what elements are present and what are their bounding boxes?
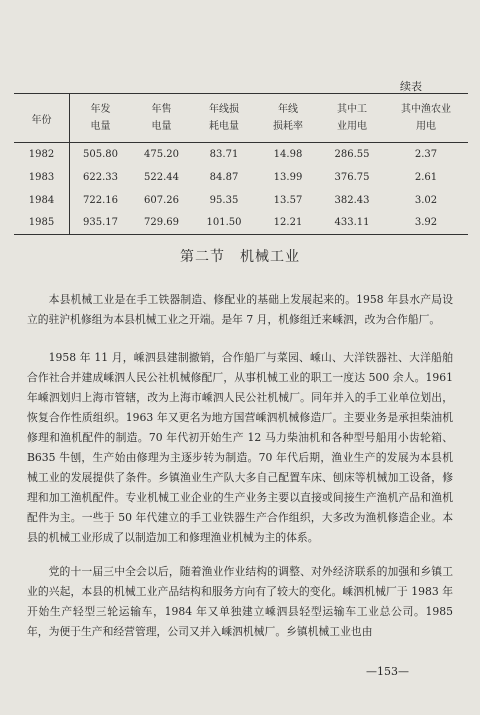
cell-value: 522.44 (144, 171, 179, 183)
cell-year: 1985 (28, 217, 55, 229)
cell-value: 95.35 (209, 194, 239, 206)
cell-value: 505.80 (70, 143, 132, 166)
table-row (14, 189, 468, 212)
cell-value: 3.92 (414, 217, 438, 229)
cell-value: 622.33 (70, 166, 132, 189)
cell-value: 722.16 (70, 189, 132, 212)
header-sold: 年售 电量 (151, 104, 172, 132)
table-row (14, 212, 468, 235)
header-year: 年份 (31, 114, 52, 126)
table-row (14, 143, 468, 166)
cell-value: 2.61 (414, 171, 438, 183)
section-title: 第二节 机械工业 (180, 249, 300, 265)
cell-year: 1982 (28, 148, 55, 160)
cell-value: 376.75 (334, 171, 370, 183)
cell-year: 1983 (28, 171, 55, 183)
cell-value: 475.20 (144, 148, 179, 160)
cell-value: 2.37 (414, 148, 438, 160)
cell-value: 382.43 (334, 194, 370, 206)
cell-value: 3.02 (414, 194, 438, 206)
paragraph: 党的十一届三中全会以后，随着渔业作业结构的调整、对外经济联系的加强和乡镇工业的兴起，本县的机械工业产品结构和服务方向有了较大的变化。嵊泗机械厂于 1983 年开始生产轻型三轮运输车，1984 年又单独建立嵊泗县轻型运输车工业总公司。1985 年，为便于生产和经营管理，公司又并入嵊泗机械厂。乡镇机械工业也由 (27, 565, 453, 638)
header-loss-rate: 年线 损耗率 (273, 104, 303, 132)
header-generated: 年发 电量 (70, 94, 132, 143)
cell-value: 13.57 (273, 194, 303, 206)
cell-value: 83.71 (209, 148, 239, 160)
table-header-row (14, 94, 468, 143)
table-row (14, 166, 468, 189)
header-industrial: 其中工 业用电 (337, 104, 367, 132)
cell-value: 607.26 (144, 194, 179, 206)
continued-label: 续表 (400, 80, 422, 93)
cell-value: 12.21 (273, 217, 303, 229)
cell-value: 935.17 (70, 212, 132, 235)
page-number: —153— (366, 665, 409, 678)
cell-year: 1984 (28, 194, 55, 206)
cell-value: 14.98 (273, 148, 303, 160)
paragraph: 本县机械工业是在手工铁器制造、修配业的基础上发展起来的。1958 年县水产局设立的驻沪机修组为本县机械工业之开端。是年 7 月，机修组迁来嵊泗，改为合作船厂。 (27, 293, 453, 326)
header-agri: 其中渔农业 用电 (401, 104, 451, 132)
cell-value: 433.11 (334, 217, 370, 229)
cell-value: 84.87 (209, 171, 239, 183)
cell-value: 729.69 (144, 217, 179, 229)
cell-value: 101.50 (206, 217, 242, 229)
header-line-loss: 年线损 耗电量 (209, 104, 239, 132)
electricity-table (14, 93, 468, 235)
paragraph: 1958 年 11 月，嵊泗县建制撤销，合作船厂与菜园、嵊山、大洋铁器社、大洋船舶合作社合并建成嵊泗人民公社机械修配厂，从事机械工业的职工一度达 500 余人。1961 年嵊泗划归上海市管辖，改为上海市嵊泗人民公社机械厂。同年并入的手工业单位划出，恢复合作性质组织。1963 年又更名为地方国营嵊泗机械修造厂。主要业务是承担柴油机修理和渔机配件的制造。70 年代初开始生产 12 马力柴油机和各种型号船用小齿轮箱、B635 牛刨，生产始由修理为主逐步转为制造。70 年代后期，渔业生产的发展为本县机械工业的发展提供了条件。乡镇渔业生产队大多自己配置车床、刨床等机械加工设备，修理和加工渔机配件。专业机械工业企业的生产业务主要以直接或间接生产渔机产品和渔机配件为主。一些于 50 年代建立的手工业铁器生产合作组织，大多改为渔机修造企业。本县的机械工业形成了以制造加工和修理渔业机械为主的体系。 (27, 351, 453, 544)
cell-value: 13.99 (273, 171, 303, 183)
cell-value: 286.55 (334, 148, 370, 160)
